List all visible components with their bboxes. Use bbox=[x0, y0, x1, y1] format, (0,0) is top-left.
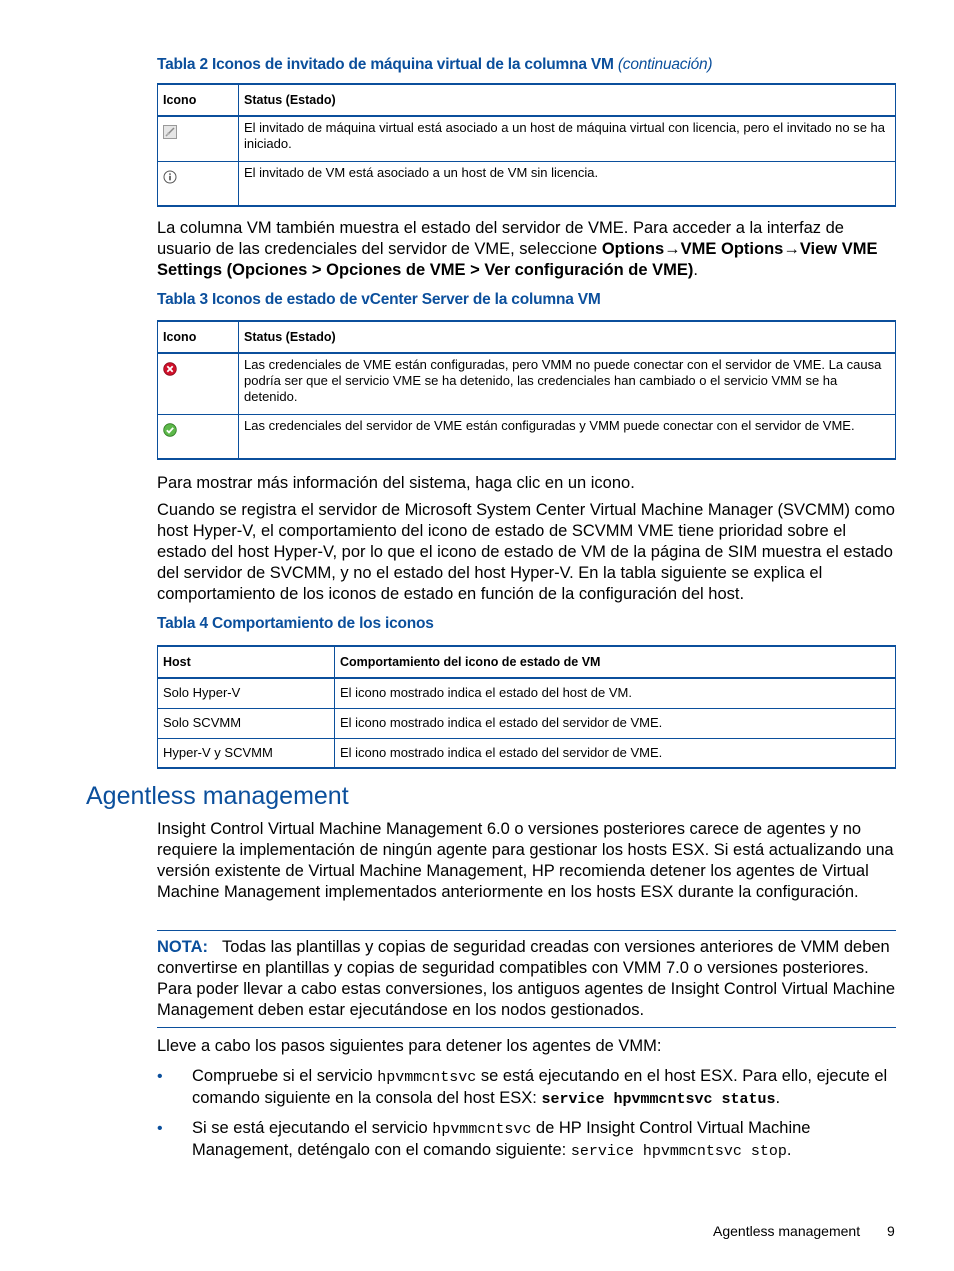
page-number: 9 bbox=[887, 1223, 895, 1239]
table-4-header-host: Host bbox=[158, 646, 335, 678]
table-4 bbox=[157, 645, 896, 769]
service-name-code: hpvmmcntsvc bbox=[432, 1121, 532, 1138]
table-3-status-cell: Las credenciales del servidor de VME están configuradas y VMM puede conectar con el servidor de VME. bbox=[239, 414, 896, 459]
table-4-behaviour-cell: El icono mostrado indica el estado del servidor de VME. bbox=[335, 738, 896, 768]
menu-path-view-vme-settings: View VME Settings (Opciones > Opciones de VME > Ver configuración de VME) bbox=[157, 240, 878, 279]
steps-intro: Lleve a cabo los pasos siguientes para detener los agentes de VMM: bbox=[157, 1037, 662, 1055]
table-row bbox=[158, 116, 896, 161]
table-row bbox=[158, 738, 896, 768]
error-red-x-icon bbox=[163, 362, 177, 376]
list-item: • Si se está ejecutando el servicio hpvmmcntsvc de HP Insight Control Virtual Machine Management, deténgalo con el comando siguiente: service hpvmmcntsvc stop. bbox=[157, 1119, 811, 1160]
bullet-icon: • bbox=[157, 1120, 163, 1137]
table-4-behaviour-cell: El icono mostrado indica el estado del servidor de VME. bbox=[335, 708, 896, 738]
table-3-header-icon: Icono bbox=[158, 321, 239, 353]
table-4-host-cell: Solo SCVMM bbox=[158, 708, 335, 738]
table-3 bbox=[157, 320, 896, 460]
svcmm-paragraph: Cuando se registra el servidor de Microsoft System Center Virtual Machine Manager (SVCMM) como host Hyper-V, el comportamiento del icono de estado de SCVMM VME tiene prioridad sobre el estado del host Hyper-V, por lo que el icono de estado de VM de la página de SIM muestra el estado del servidor de SVCMM, y no el estado del host Hyper-V. En la tabla siguiente se explica el comportamiento de los iconos de estado en función de la configuración del host. bbox=[157, 501, 895, 603]
table-2-status-cell: El invitado de máquina virtual está asociado a un host de máquina virtual con licencia, pero el invitado no se ha iniciado. bbox=[239, 116, 896, 161]
menu-path-options: Options bbox=[601, 240, 665, 258]
menu-path-vme-options: VME Options bbox=[680, 240, 784, 258]
vme-settings-paragraph: La columna VM también muestra el estado del servidor de VME. Para acceder a la interfaz de usuario de las credenciales del servidor de VME, seleccione Options→VME Options→View VME Settings (Opciones > Opciones de VME > Ver configuración de VME). bbox=[157, 219, 878, 279]
table-3-status-cell: Las credenciales de VME están configuradas, pero VMM no puede conectar con el servidor de VME. La causa podría ser que el servicio VME se ha detenido, las credenciales han cambiado o el servicio VMM se ha detenido. bbox=[239, 353, 896, 414]
note-text: Todas las plantillas y copias de seguridad creadas con versiones anteriores de VMM deben convertirse en plantillas y copias de seguridad compatibles con VMM 7.0 o versiones posteriores. Para poder llevar a cabo estas conversiones, los antiguos agentes de Insight Control Virtual Machine Management deben estar ejecutándose en los nodos gestionados. bbox=[157, 938, 896, 1019]
stop-command-code: service hpvmmcntsvc stop bbox=[570, 1143, 787, 1160]
table-2-header-status: Status (Estado) bbox=[239, 84, 896, 116]
table-4-caption: Tabla 4 Comportamiento de los iconos bbox=[157, 615, 434, 632]
note-box bbox=[157, 930, 896, 1028]
footer-section-label: Agentless management bbox=[713, 1223, 861, 1239]
note-label: NOTA: bbox=[157, 938, 209, 956]
table-row bbox=[158, 414, 896, 459]
ok-green-check-icon bbox=[163, 423, 177, 437]
more-info-paragraph: Para mostrar más información del sistema, haga clic en un icono. bbox=[157, 474, 635, 492]
table-3-header-status: Status (Estado) bbox=[239, 321, 896, 353]
table-row bbox=[158, 708, 896, 738]
table-2 bbox=[157, 83, 896, 207]
status-command-code: service hpvmmcntsvc status bbox=[541, 1091, 776, 1108]
bullet-icon: • bbox=[157, 1068, 163, 1085]
unlicensed-grey-square-icon bbox=[163, 125, 177, 139]
table-row bbox=[158, 161, 896, 206]
steps-list bbox=[157, 1066, 899, 1170]
table-row bbox=[158, 353, 896, 414]
service-name-code: hpvmmcntsvc bbox=[377, 1069, 477, 1086]
section-intro-paragraph: Insight Control Virtual Machine Management 6.0 o versiones posteriores carece de agentes y no requiere la implementación de ningún agente para gestionar los hosts ESX. Si está actualizando una versión existente de Virtual Machine Management, HP recomienda detener los agentes de Virtual Machine Management implementados anteriormente en los hosts ESX durante la configuración. bbox=[157, 820, 894, 901]
list-item: • Compruebe si el servicio hpvmmcntsvc se está ejecutando en el host ESX. Para ello, ejecute el comando siguiente en la consola del host ESX: service hpvmmcntsvc status. bbox=[157, 1067, 888, 1108]
section-heading: Agentless management bbox=[86, 782, 349, 810]
table-2-caption-text: Tabla 2 Iconos de invitado de máquina virtual de la columna VM bbox=[157, 56, 614, 73]
table-row bbox=[158, 678, 896, 708]
table-4-host-cell: Hyper-V y SCVMM bbox=[158, 738, 335, 768]
table-2-status-cell: El invitado de VM está asociado a un host de VM sin licencia. bbox=[239, 161, 896, 206]
info-circle-icon bbox=[163, 170, 177, 184]
table-2-caption bbox=[157, 56, 712, 74]
table-4-host-cell: Solo Hyper-V bbox=[158, 678, 335, 708]
table-2-header-icon: Icono bbox=[158, 84, 239, 116]
table-4-behaviour-cell: El icono mostrado indica el estado del host de VM. bbox=[335, 678, 896, 708]
table-2-caption-suffix: (continuación) bbox=[617, 56, 713, 73]
table-4-header-behaviour: Comportamiento del icono de estado de VM bbox=[335, 646, 896, 678]
table-3-caption: Tabla 3 Iconos de estado de vCenter Server de la columna VM bbox=[157, 291, 601, 308]
